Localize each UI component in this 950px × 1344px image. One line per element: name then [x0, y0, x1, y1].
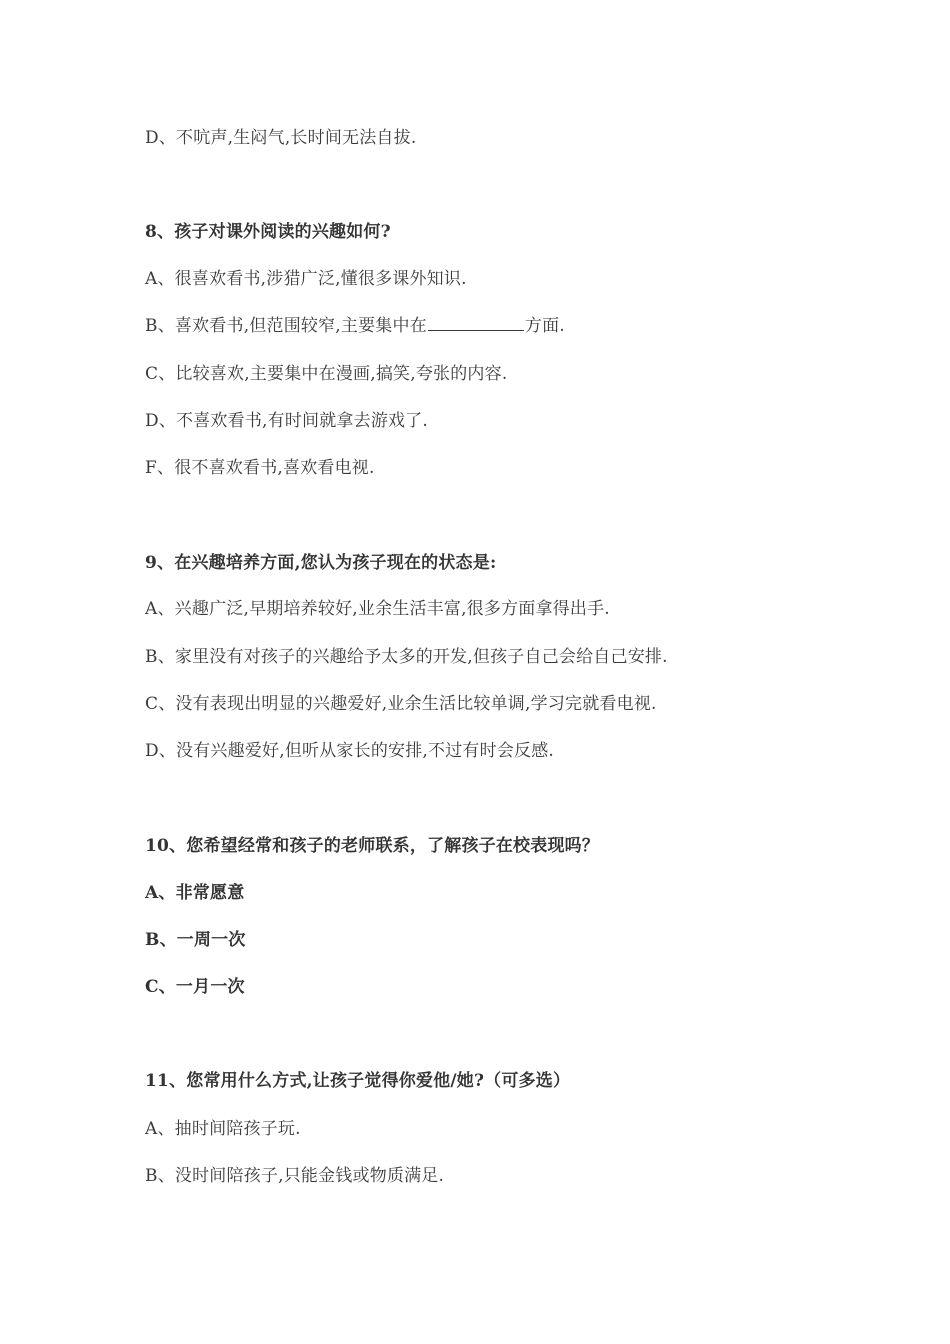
q8-option-b — [145, 314, 565, 338]
q11-question: 11、您常用什么方式,让孩子觉得你爱他/她?（可多选） — [145, 1071, 571, 1091]
q8-option-d: D、不喜欢看书,有时间就拿去游戏了. — [145, 411, 429, 431]
q8-option-b-prefix: B、喜欢看书,但范围较窄,主要集中在 — [145, 316, 427, 336]
q9-option-c: C、没有表现出明显的兴趣爱好,业余生活比较单调,学习完就看电视. — [145, 694, 657, 714]
q8-option-a: A、很喜欢看书,涉猎广泛,懂很多课外知识. — [145, 269, 467, 289]
q8-question: 8、孩子对课外阅读的兴趣如何? — [145, 222, 391, 242]
q11-option-a: A、抽时间陪孩子玩. — [145, 1119, 301, 1139]
q8-option-b-suffix: 方面. — [524, 316, 565, 336]
q10-question: 10、您希望经常和孩子的老师联系，了解孩子在校表现吗？ — [145, 836, 600, 856]
q9-option-a: A、兴趣广泛,早期培养较好,业余生活丰富,很多方面拿得出手. — [145, 599, 610, 619]
q8-option-f: F、很不喜欢看书,喜欢看电视. — [145, 458, 375, 478]
q10-option-c: C、一月一次 — [145, 977, 245, 997]
q8-option-c: C、比较喜欢,主要集中在漫画,搞笑,夸张的内容. — [145, 364, 508, 384]
q9-option-d: D、没有兴趣爱好,但听从家长的安排,不过有时会反感. — [145, 741, 555, 761]
q10-option-b: B、一周一次 — [145, 930, 246, 950]
q9-option-b: B、家里没有对孩子的兴趣给予太多的开发,但孩子自己会给自己安排. — [145, 647, 668, 667]
fill-in-blank — [428, 314, 524, 331]
q9-question: 9、在兴趣培养方面,您认为孩子现在的状态是: — [145, 553, 497, 573]
q11-option-b: B、没时间陪孩子,只能金钱或物质满足. — [145, 1166, 445, 1186]
q7-option-d: D、不吭声,生闷气,长时间无法自拔. — [145, 128, 417, 148]
q10-option-a: A、非常愿意 — [145, 883, 245, 903]
